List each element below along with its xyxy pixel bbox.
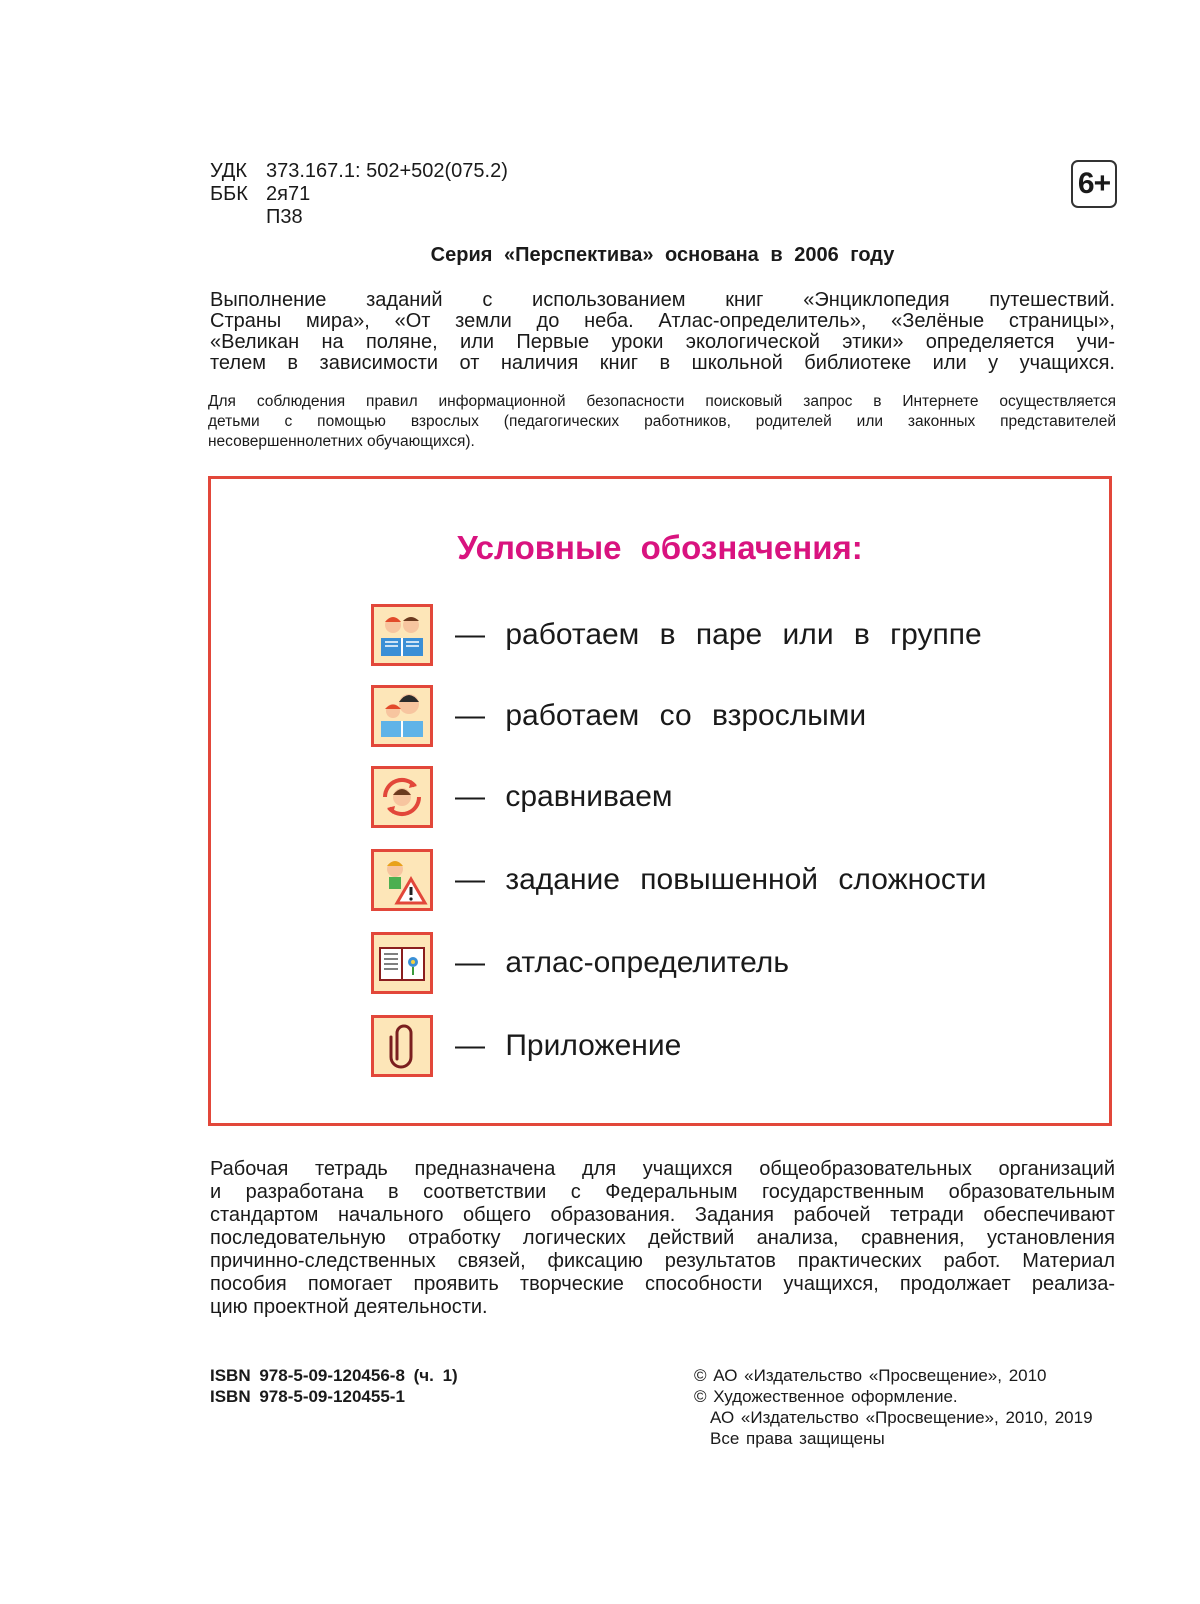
compare-icon <box>371 766 433 828</box>
paragraph-line: стандартом начального общего образования. Задания рабочей тетради обеспечивают <box>210 1204 1115 1226</box>
books-paragraph <box>210 290 1115 374</box>
copyright-line: © АО «Издательство «Просвещение», 2010 <box>694 1366 1047 1385</box>
internet-safety-paragraph <box>208 392 1116 452</box>
catalog-block <box>210 160 508 229</box>
paragraph-line: цию проектной деятельности. <box>210 1296 488 1318</box>
legend-item <box>371 685 866 747</box>
legend-item-text: — Приложение <box>455 1029 682 1062</box>
copyright-line: Все права защищены <box>710 1429 885 1448</box>
age-rating-badge: 6+ <box>1071 160 1117 208</box>
legend-item <box>371 849 986 911</box>
copyright-line: © Художественное оформление. <box>694 1387 958 1406</box>
paragraph-line: Страны мира», «От земли до неба. Атлас-определитель», «Зелёные страницы», <box>210 310 1115 332</box>
udk-label: УДК <box>210 160 248 182</box>
legend-title: Условные обозначения: <box>457 529 863 566</box>
paragraph-line: «Великан на поляне, или Первые уроки экологической этики» определяется учи- <box>210 331 1115 353</box>
paragraph-line: Для соблюдения правил информационной безопасности поисковый запрос в Интернете осуществляется <box>208 393 1116 410</box>
paragraph-line: детьми с помощью взрослых (педагогических работников, родителей или законных представителей <box>208 413 1116 430</box>
udk-value: 373.167.1: 502+502(075.2) <box>266 160 508 182</box>
copyright-line: АО «Издательство «Просвещение», 2010, 2019 <box>710 1408 1093 1427</box>
series-line: Серия «Перспектива» основана в 2006 году <box>430 244 895 266</box>
legend-item-text: — работаем в паре или в группе <box>455 618 982 651</box>
legend-item <box>371 604 982 666</box>
copyright-block <box>694 1365 1093 1449</box>
isbn-line: ISBN 978-5-09-120456-8 (ч. 1) <box>210 1366 458 1385</box>
paragraph-line: телем в зависимости от наличия книг в школьной библиотеке или у учащихся. <box>210 352 1115 374</box>
atlas-icon <box>371 932 433 994</box>
paperclip-icon <box>371 1015 433 1077</box>
pair-work-icon <box>371 604 433 666</box>
adults-work-icon <box>371 685 433 747</box>
difficult-task-icon <box>371 849 433 911</box>
isbn-block <box>210 1365 458 1407</box>
legend-item-text: — атлас-определитель <box>455 946 789 979</box>
legend-item <box>371 766 673 828</box>
legend-item <box>371 1015 681 1077</box>
paragraph-line: причинно-следственных связей, фиксацию результатов практических работ. Материал <box>210 1250 1115 1272</box>
paragraph-line: и разработана в соответствии с Федеральным государственным образовательным <box>210 1181 1115 1203</box>
legend-item-text: — сравниваем <box>455 780 673 813</box>
paragraph-line: несовершеннолетних обучающихся). <box>208 433 475 450</box>
bbk-value: 2я71 <box>266 183 311 205</box>
paragraph-line: Рабочая тетрадь предназначена для учащихся общеобразовательных организаций <box>210 1158 1115 1180</box>
bbk-label: ББК <box>210 183 248 205</box>
legend-item-text: — задание повышенной сложности <box>455 863 987 896</box>
paragraph-line: пособия помогает проявить творческие способности учащихся, продолжает реализа- <box>210 1273 1115 1295</box>
legend-box <box>208 476 1112 1126</box>
workbook-description <box>210 1158 1115 1319</box>
legend-item-text: — работаем со взрослыми <box>455 699 867 732</box>
paragraph-line: Выполнение заданий с использованием книг «Энциклопедия путешествий. <box>210 289 1115 311</box>
isbn-line: ISBN 978-5-09-120455-1 <box>210 1387 405 1406</box>
catalog-code: П38 <box>266 206 303 228</box>
paragraph-line: последовательную отработку логических действий анализа, сравнения, установления <box>210 1227 1115 1249</box>
legend-item <box>371 932 789 994</box>
